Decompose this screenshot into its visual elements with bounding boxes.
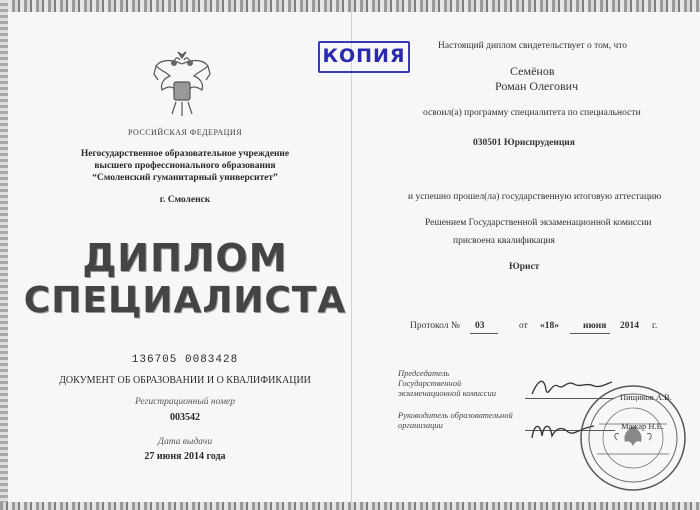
head-label-line-1: Руководитель образовательной xyxy=(398,410,513,420)
protocol-month: июня xyxy=(583,321,607,331)
diploma-serial-number: 136705 0083428 xyxy=(131,354,239,366)
chair-label xyxy=(398,368,528,398)
protocol-number-line xyxy=(470,333,498,334)
protocol-month-line xyxy=(570,333,610,334)
commission-decision: Решением Государственной экзаменационной комиссии xyxy=(425,218,652,228)
coat-of-arms-icon xyxy=(152,50,212,122)
head-label-line-2: организации xyxy=(398,420,443,430)
institution-line-2: высшего профессионального образования xyxy=(94,161,276,171)
ornamental-border-left xyxy=(0,0,8,510)
head-name: Мажар Н.Е. xyxy=(621,421,664,431)
protocol-date-from: от xyxy=(519,321,528,331)
issue-date-label: Дата выдачи xyxy=(157,437,213,447)
diploma-title: ДИПЛОМ xyxy=(82,236,288,280)
page-fold xyxy=(351,12,352,502)
head-label xyxy=(398,410,528,430)
chair-label-line-3: экзаменационной комиссии xyxy=(398,388,496,398)
specialty: 030501 Юриспруденция xyxy=(473,138,575,148)
protocol-day: «18» xyxy=(540,321,559,331)
attestation-statement: и успешно прошел(ла) государственную итоговую аттестацию xyxy=(408,192,662,202)
ornamental-border-top xyxy=(0,0,700,12)
chair-label-line-2: Государственной xyxy=(398,378,462,388)
program-statement: освоил(а) программу специалитета по специальности xyxy=(423,108,641,118)
protocol-number: 03 xyxy=(475,321,485,331)
institution-name xyxy=(20,148,350,184)
graduate-given-names: Роман Олегович xyxy=(495,79,579,93)
chair-name: Пищиков А.В. xyxy=(620,392,672,402)
protocol-year-suffix: г. xyxy=(652,321,658,331)
city-label: г. Смоленск xyxy=(159,195,211,205)
registration-number-label: Регистрационный номер xyxy=(134,397,236,407)
chair-label-line-1: Председатель xyxy=(398,368,450,378)
document-description: ДОКУМЕНТ ОБ ОБРАЗОВАНИИ И О КВАЛИФИКАЦИИ xyxy=(59,375,311,386)
qualification: Юрист xyxy=(509,262,540,272)
issue-date: 27 июня 2014 года xyxy=(144,451,226,462)
institution-line-1: Негосударственное образовательное учреждение xyxy=(80,149,290,159)
copy-stamp: КОПИЯ xyxy=(318,41,410,73)
federation-label: РОССИЙСКАЯ ФЕДЕРАЦИЯ xyxy=(127,128,243,137)
graduate-surname: Семёнов xyxy=(510,64,555,78)
protocol-year: 2014 xyxy=(620,321,639,331)
certification-heading: Настоящий диплом свидетельствует о том, что xyxy=(438,41,628,51)
diploma-subtitle: СПЕЦИАЛИСТА xyxy=(23,280,347,321)
ornamental-border-bottom xyxy=(0,502,700,510)
protocol-label: Протокол № xyxy=(410,321,460,331)
registration-number: 003542 xyxy=(170,412,200,423)
qualification-assigned-label: присвоена квалификация xyxy=(453,236,555,246)
institution-line-3: “Смоленский гуманитарный университет” xyxy=(92,173,278,183)
